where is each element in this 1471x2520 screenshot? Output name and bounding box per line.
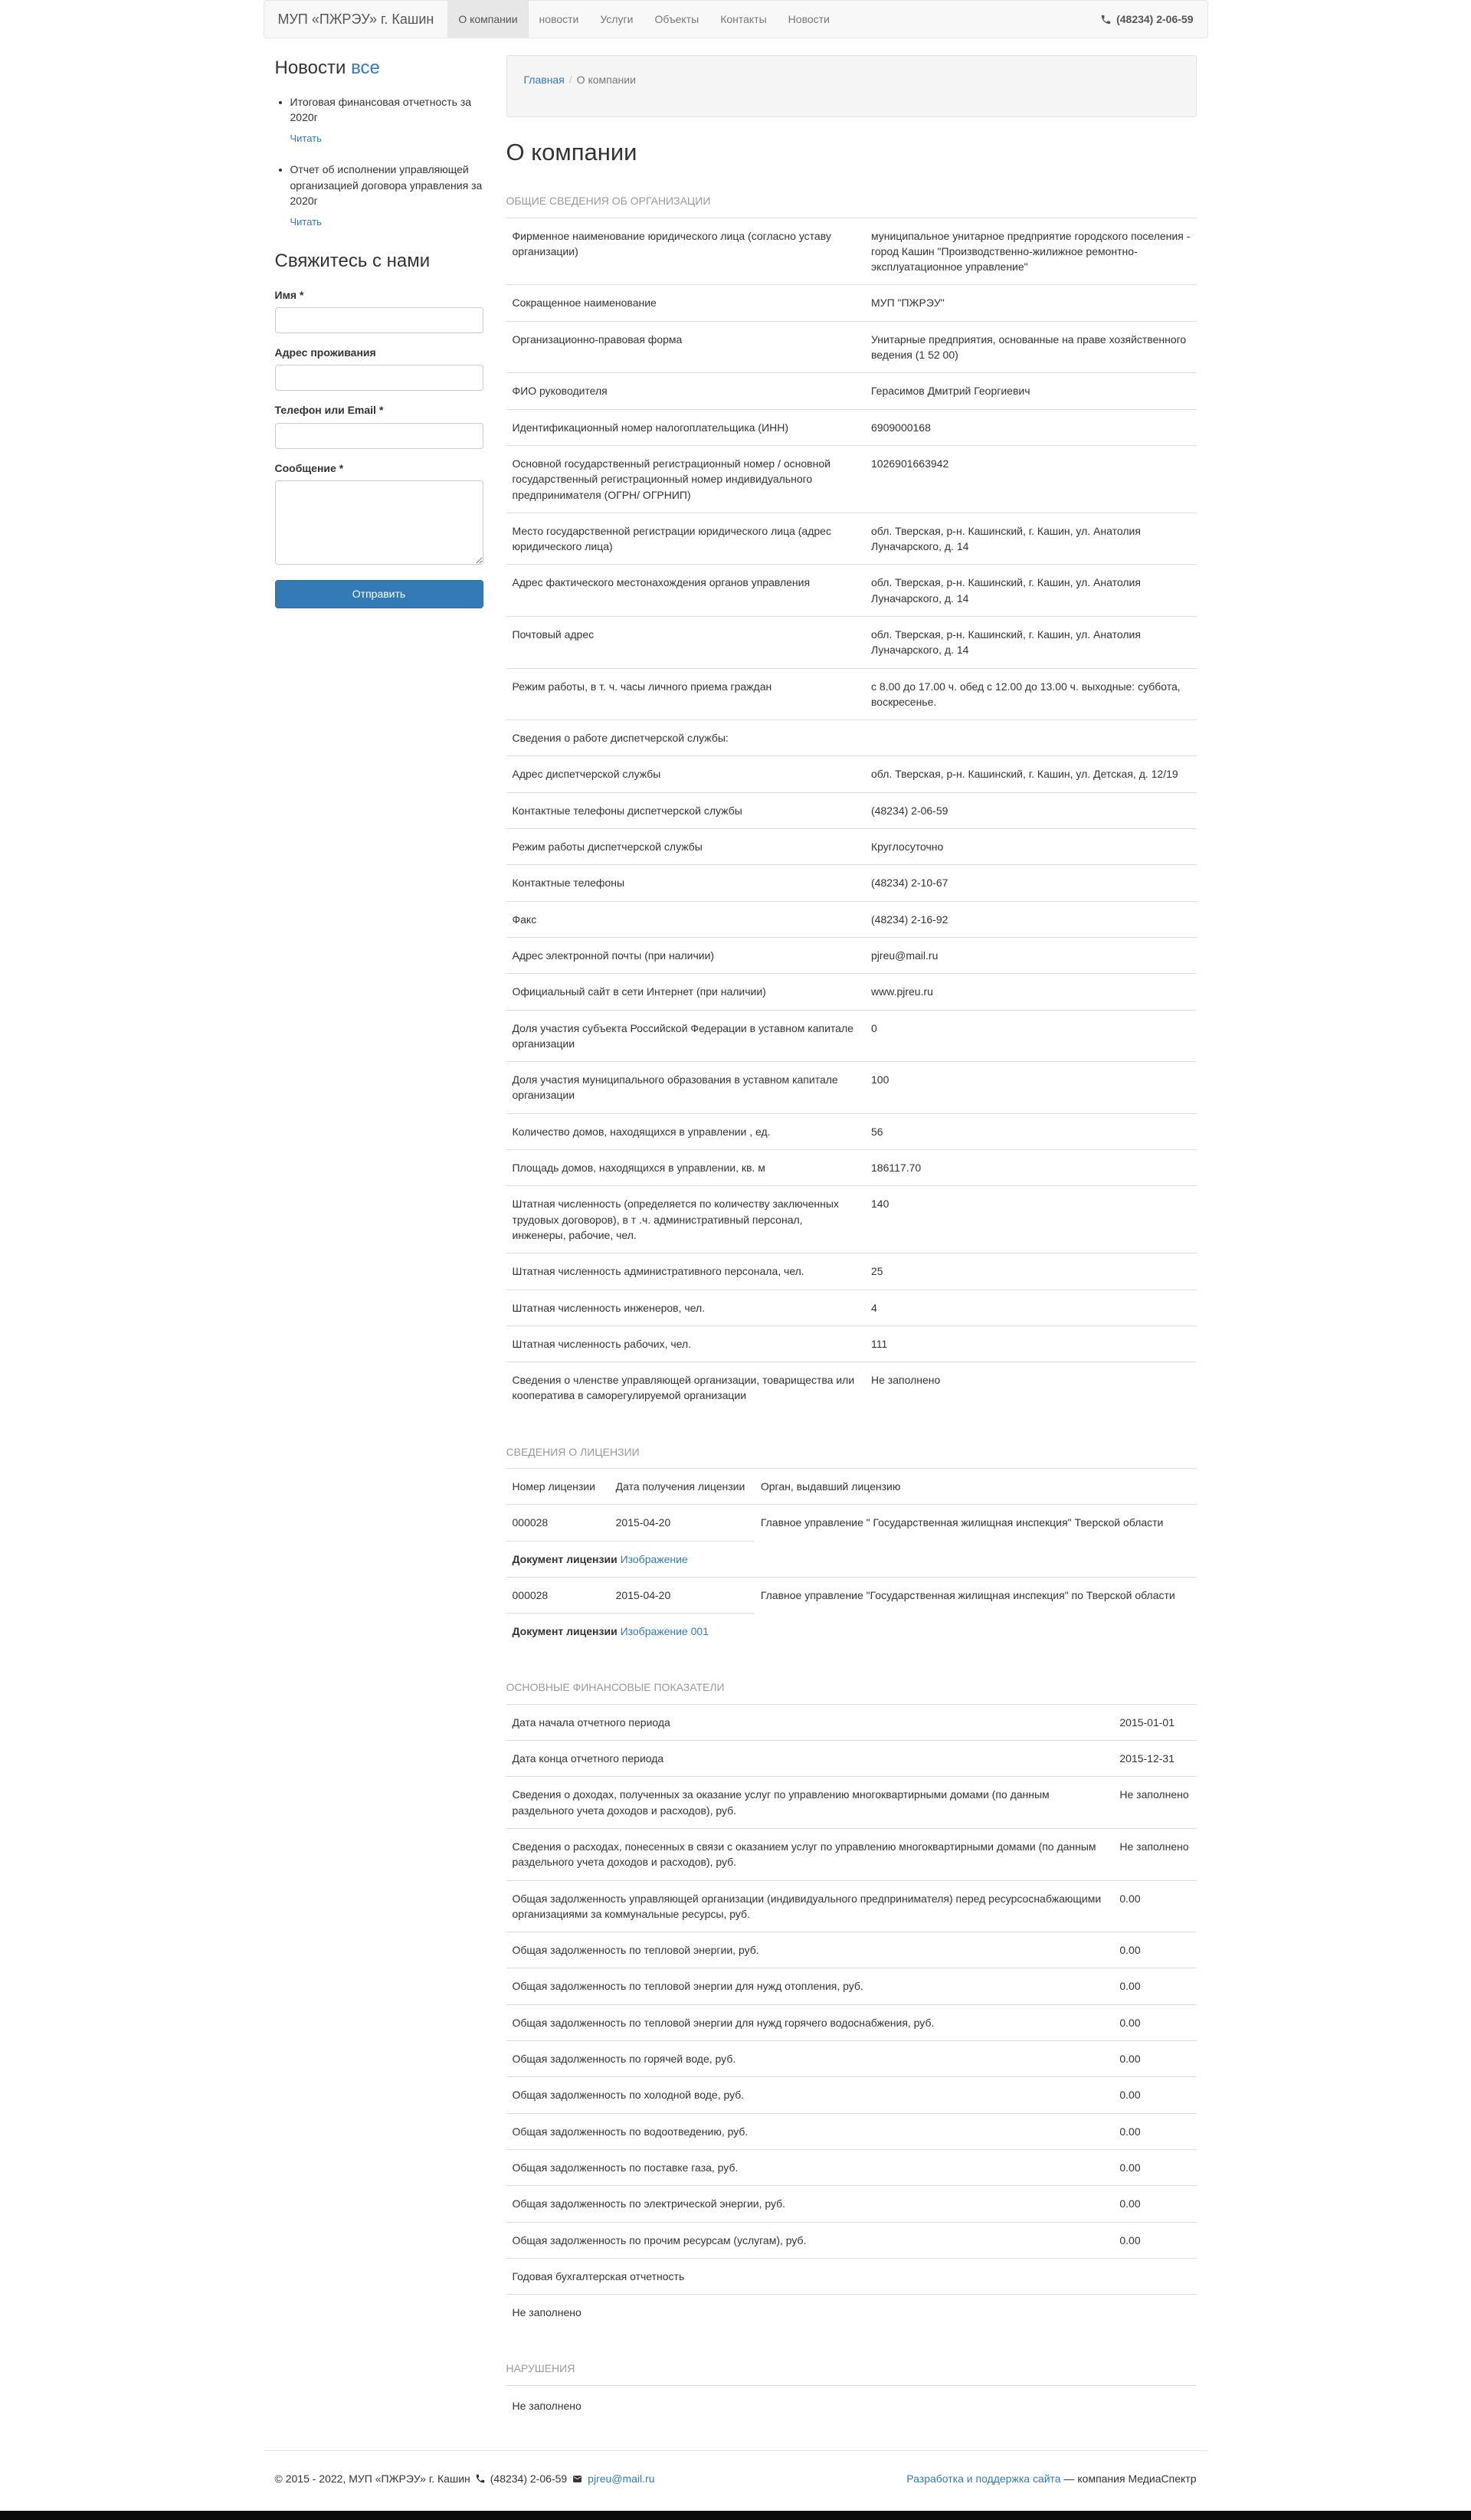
row-value: 1026901663942 bbox=[865, 445, 1196, 513]
row-value: 2015-12-31 bbox=[1113, 1741, 1196, 1777]
row-label: Сведения о расходах, понесенных в связи с оказанием услуг по управлению многоквартирными домами (по данным раздельного учета доходов и расходов), руб. bbox=[506, 1828, 1114, 1880]
row-label: Факс bbox=[506, 901, 866, 937]
license-doc-label: Документ лицензии bbox=[512, 1552, 621, 1565]
table-row bbox=[506, 865, 1197, 901]
license-table bbox=[506, 1469, 1197, 1649]
section-title-financial: ОСНОВНЫЕ ФИНАНСОВЫЕ ПОКАЗАТЕЛИ bbox=[506, 1679, 1197, 1704]
news-item-title: • Итоговая финансовая отчетность за 2020г bbox=[290, 95, 472, 124]
row-value: обл. Тверская, р-н. Кашинский, г. Кашин, ул. Анатолия Луначарского, д. 14 bbox=[865, 565, 1196, 617]
table-row bbox=[506, 321, 1197, 373]
row-value: с 8.00 до 17.00 ч. обед с 12.00 до 13.00 ч. выходные: суббота, воскресенье. bbox=[865, 668, 1196, 720]
footer-phone: (48234) 2-06-59 bbox=[490, 2472, 568, 2486]
table-row bbox=[506, 1062, 1197, 1114]
footer bbox=[264, 2450, 1208, 2509]
news-list-item bbox=[290, 162, 483, 244]
navbar-menu bbox=[447, 1, 840, 38]
row-label: Дата конца отчетного периода bbox=[506, 1741, 1114, 1777]
row-label: Организационно-правовая форма bbox=[506, 321, 866, 373]
row-value: муниципальное унитарное предприятие городского поселения - город Кашин "Производственно-жилижное ремонтно-эксплуатационное управление" bbox=[871, 229, 1191, 274]
row-label: Контактные телефоны диспетчерской службы bbox=[506, 792, 866, 828]
financial-empty-note: Не заполнено bbox=[506, 2295, 1197, 2331]
envelope-icon bbox=[572, 2474, 583, 2484]
news-heading-label: Новости bbox=[274, 57, 346, 78]
row-label: ФИО руководителя bbox=[506, 373, 866, 409]
row-label: Адрес электронной почты (при наличии) bbox=[506, 937, 866, 973]
row-value: 0 bbox=[865, 1010, 1196, 1062]
table-row bbox=[506, 829, 1197, 865]
table-row bbox=[506, 937, 1197, 973]
row-value: (48234) 2-16-92 bbox=[865, 901, 1196, 937]
nav-item-услуги[interactable]: Услуги bbox=[600, 13, 634, 25]
table-row bbox=[506, 1010, 1197, 1062]
row-label: Общая задолженность по тепловой энергии для нужд отопления, руб. bbox=[506, 1968, 1114, 2004]
license-number: 000028 bbox=[506, 1577, 610, 1613]
table-row bbox=[506, 1705, 1197, 1741]
table-row bbox=[506, 901, 1197, 937]
navbar-phone bbox=[1086, 1, 1207, 38]
row-value: (48234) 2-10-67 bbox=[865, 865, 1196, 901]
row-label: Штатная численность рабочих, чел. bbox=[506, 1326, 866, 1362]
license-number: 000028 bbox=[506, 1505, 610, 1541]
row-value: (48234) 2-06-59 bbox=[865, 792, 1196, 828]
row-value: 4 bbox=[865, 1289, 1196, 1326]
row-value: 0.00 bbox=[1113, 1932, 1196, 1968]
row-label: Общая задолженность по электрической энергии, руб. bbox=[506, 2186, 1114, 2222]
row-value: 0.00 bbox=[1113, 2186, 1196, 2222]
row-value: 0.00 bbox=[1113, 2041, 1196, 2077]
table-row bbox=[506, 373, 1197, 409]
phone-email-field[interactable] bbox=[275, 423, 483, 449]
table-row bbox=[506, 1326, 1197, 1362]
row-value: 0.00 bbox=[1113, 2113, 1196, 2149]
row-value: 0.00 bbox=[1113, 2004, 1196, 2040]
general-info-tbody bbox=[506, 218, 1197, 1414]
news-item-title: • Отчет об исполнении управляющей организацией договора управления за 2020г bbox=[290, 163, 483, 207]
footer-copyright: © 2015 - 2022, МУП «ПЖРЭУ» г. Кашин bbox=[274, 2472, 470, 2486]
table-row bbox=[506, 1362, 1197, 1414]
financial-tbody bbox=[506, 1705, 1197, 2331]
table-row bbox=[506, 1880, 1197, 1932]
row-label: Идентификационный номер налогоплательщика (ИНН) bbox=[506, 409, 866, 445]
row-label: Количество домов, находящихся в управлении , ед. bbox=[506, 1113, 866, 1149]
table-row bbox=[506, 1186, 1197, 1253]
phone-icon bbox=[1100, 14, 1112, 25]
row-label: Общая задолженность по поставке газа, руб. bbox=[506, 2149, 1114, 2185]
message-field[interactable] bbox=[275, 480, 483, 565]
row-value: 25 bbox=[865, 1253, 1196, 1289]
navbar bbox=[264, 0, 1208, 38]
news-heading bbox=[275, 55, 483, 82]
sidebar bbox=[264, 55, 495, 608]
news-read-link[interactable]: Читать bbox=[290, 133, 322, 145]
row-label: Адрес фактического местонахождения органов управления bbox=[506, 565, 866, 617]
table-row bbox=[506, 1828, 1197, 1880]
table-row bbox=[506, 2258, 1197, 2294]
row-label: Основной государственный регистрационный номер / основной государственный регистрационный номер индивидуального предпринимателя (ОГРН/ ОГРНИП) bbox=[506, 445, 866, 513]
general-info-table bbox=[506, 218, 1197, 1414]
table-row bbox=[506, 668, 1197, 720]
row-value: Герасимов Дмитрий Георгиевич bbox=[865, 373, 1196, 409]
row-value: 0.00 bbox=[1113, 2222, 1196, 2258]
table-row bbox=[506, 2149, 1197, 2185]
breadcrumb bbox=[524, 74, 636, 86]
row-value: Круглосуточно bbox=[865, 829, 1196, 865]
table-row bbox=[506, 756, 1197, 792]
section-title-violations: НАРУШЕНИЯ bbox=[506, 2361, 1197, 2385]
breadcrumb-panel bbox=[506, 55, 1197, 117]
row-value bbox=[1113, 2258, 1196, 2294]
footer-right bbox=[906, 2471, 1196, 2486]
license-authority: Главное управление " Государственная жилищная инспекция" Тверской области bbox=[755, 1505, 1197, 1578]
row-value: 0.00 bbox=[1113, 1880, 1196, 1932]
navbar-phone-number: (48234) 2-06-59 bbox=[1116, 12, 1194, 25]
row-value: 0.00 bbox=[1113, 1968, 1196, 2004]
row-value: 100 bbox=[865, 1062, 1196, 1114]
page-title: О компании bbox=[506, 139, 637, 166]
row-label: Доля участия субъекта Российской Федерации в уставном капитале организации bbox=[506, 1010, 866, 1062]
row-label: Сведения о доходах, полученных за оказание услуг по управлению многоквартирными домами (по данным раздельного учета доходов и расходов), руб. bbox=[506, 1777, 1114, 1829]
row-label: Почтовый адрес bbox=[506, 616, 866, 668]
main-content bbox=[495, 55, 1208, 2413]
license-header-row bbox=[506, 1469, 1197, 1505]
financial-table bbox=[506, 1705, 1197, 2331]
table-row bbox=[506, 616, 1197, 668]
news-read-link[interactable]: Читать bbox=[290, 216, 322, 228]
table-row bbox=[506, 1932, 1197, 1968]
developer-link[interactable]: Разработка и поддержка сайта bbox=[906, 2472, 1061, 2486]
row-label: Доля участия муниципального образования в уставном капитале организации bbox=[506, 1062, 866, 1114]
breadcrumb-current: О компании bbox=[576, 74, 636, 86]
breadcrumb-home-link[interactable]: Главная bbox=[523, 74, 565, 86]
news-list bbox=[275, 94, 483, 244]
row-value: Не заполнено bbox=[1113, 1777, 1196, 1829]
brand-link[interactable]: МУП «ПЖРЭУ» г. Кашин bbox=[277, 11, 434, 27]
row-value: 2015-01-01 bbox=[1119, 1716, 1175, 1729]
row-label: Годовая бухгалтерская отчетность bbox=[506, 2258, 1114, 2294]
row-label: Место государственной регистрации юридического лица (адрес юридического лица) bbox=[506, 513, 866, 565]
license-date: 2015-04-20 bbox=[610, 1505, 755, 1541]
nav-item-новости[interactable]: новости bbox=[539, 13, 579, 25]
row-value: 140 bbox=[865, 1186, 1196, 1253]
license-authority: Главное управление "Государственная жилищная инспекция" по Тверской области bbox=[755, 1577, 1197, 1649]
row-value: pjreu@mail.ru bbox=[865, 937, 1196, 973]
row-value: Унитарные предприятия, основанные на праве хозяйственного ведения (1 52 00) bbox=[865, 321, 1196, 373]
license-doc-link[interactable]: Изображение bbox=[620, 1552, 688, 1565]
row-label: Режим работы, в т. ч. часы личного приема граждан bbox=[506, 668, 866, 720]
row-label: Контактные телефоны bbox=[506, 865, 866, 901]
row-label: Официальный сайт в сети Интернет (при наличии) bbox=[506, 974, 866, 1010]
row-label: Адрес диспетчерской службы bbox=[506, 756, 866, 792]
row-value: 0.00 bbox=[1113, 2077, 1196, 2113]
table-row bbox=[506, 1777, 1197, 1829]
breadcrumb-separator: / bbox=[568, 74, 572, 86]
table-row bbox=[506, 218, 1197, 285]
row-label: Дата начала отчетного периода bbox=[512, 1716, 670, 1729]
row-value: 111 bbox=[865, 1326, 1196, 1362]
row-value: Не заполнено bbox=[865, 1362, 1196, 1414]
name-label: Имя * bbox=[274, 288, 304, 301]
row-label: Площадь домов, находящихся в управлении, кв. м bbox=[506, 1150, 866, 1186]
violations-note: Не заполнено bbox=[512, 2399, 582, 2412]
table-row bbox=[506, 2113, 1197, 2149]
license-column-header: Орган, выдавший лицензию bbox=[760, 1480, 901, 1493]
row-value bbox=[865, 720, 1196, 756]
row-label: Сокращенное наименование bbox=[506, 285, 866, 321]
row-label: Штатная численность (определяется по количеству заключенных трудовых договоров), в т .ч. административный персонал, инженеры, рабочие, чел. bbox=[506, 1186, 866, 1253]
news-list-item bbox=[290, 94, 483, 160]
row-label: Штатная численность инженеров, чел. bbox=[506, 1289, 866, 1326]
license-date: 2015-04-20 bbox=[610, 1577, 755, 1613]
footer-email-link[interactable]: pjreu@mail.ru bbox=[588, 2472, 655, 2486]
row-value: 6909000168 bbox=[865, 409, 1196, 445]
row-label: Общая задолженность по тепловой энергии для нужд горячего водоснабжения, руб. bbox=[506, 2004, 1114, 2040]
table-row bbox=[506, 974, 1197, 1010]
table-row bbox=[506, 565, 1197, 617]
table-row bbox=[506, 513, 1197, 565]
nav-item-объекты[interactable]: Объекты bbox=[654, 13, 699, 25]
row-value: 56 bbox=[865, 1113, 1196, 1149]
table-row bbox=[506, 445, 1197, 513]
table-row bbox=[506, 2295, 1197, 2331]
table-row bbox=[506, 1741, 1197, 1777]
phone-icon bbox=[475, 2473, 486, 2484]
row-label: Общая задолженность управляющей организации (индивидуального предпринимателя) перед ресурсоснабжающими организациями за коммунальные ресурсы, руб. bbox=[506, 1880, 1114, 1932]
row-label: Режим работы диспетчерской службы bbox=[506, 829, 866, 865]
table-row bbox=[506, 1289, 1197, 1326]
row-value: обл. Тверская, р-н. Кашинский, г. Кашин, ул. Анатолия Луначарского, д. 14 bbox=[865, 513, 1196, 565]
license-tbody bbox=[506, 1469, 1197, 1649]
license-column-header: Дата получения лицензии bbox=[615, 1480, 745, 1493]
license-doc-cell bbox=[506, 1614, 755, 1650]
address-field[interactable] bbox=[275, 365, 483, 391]
row-value: Не заполнено bbox=[1113, 1828, 1196, 1880]
table-row bbox=[506, 1150, 1197, 1186]
table-row bbox=[506, 2186, 1197, 2222]
table-row bbox=[506, 1968, 1197, 2004]
contact-heading: Свяжитесь с нами bbox=[274, 250, 431, 271]
license-doc-link[interactable]: Изображение 001 bbox=[620, 1625, 709, 1638]
bottom-black-bar bbox=[0, 2511, 1471, 2520]
nav-item-новости[interactable]: Новости bbox=[788, 13, 830, 25]
address-label: Адрес проживания bbox=[274, 346, 376, 359]
row-value: обл. Тверская, р-н. Кашинский, г. Кашин, ул. Детская, д. 12/19 bbox=[865, 756, 1196, 792]
table-row bbox=[506, 720, 1197, 756]
row-value: www.pjreu.ru bbox=[865, 974, 1196, 1010]
row-label: Общая задолженность по горячей воде, руб. bbox=[506, 2041, 1114, 2077]
section-title-general: ОБЩИЕ СВЕДЕНИЯ ОБ ОРГАНИЗАЦИИ bbox=[506, 193, 1197, 218]
developer-suffix: — компания МедиаСпектр bbox=[1063, 2472, 1197, 2486]
row-value: 186117.70 bbox=[865, 1150, 1196, 1186]
table-row bbox=[506, 285, 1197, 321]
table-row bbox=[506, 2004, 1197, 2040]
license-doc-label: Документ лицензии bbox=[512, 1625, 621, 1638]
license-row bbox=[506, 1577, 1197, 1613]
table-row bbox=[506, 2041, 1197, 2077]
license-column-header: Номер лицензии bbox=[512, 1480, 595, 1493]
news-all-link[interactable]: все bbox=[351, 57, 380, 78]
row-label: Общая задолженность по холодной воде, руб. bbox=[506, 2077, 1114, 2113]
table-row bbox=[506, 792, 1197, 828]
section-title-license: СВЕДЕНИЯ О ЛИЦЕНЗИИ bbox=[506, 1444, 1197, 1469]
footer-left bbox=[275, 2471, 655, 2486]
row-label: Общая задолженность по тепловой энергии, руб. bbox=[506, 1932, 1114, 1968]
table-row bbox=[506, 1253, 1197, 1289]
row-value: 0.00 bbox=[1113, 2149, 1196, 2185]
license-doc-cell bbox=[506, 1541, 755, 1577]
row-value: МУП "ПЖРЭУ" bbox=[865, 285, 1196, 321]
table-row bbox=[506, 409, 1197, 445]
name-field[interactable] bbox=[275, 307, 483, 333]
row-label: Фирменное наименование юридического лица (согласно уставу организации) bbox=[512, 229, 831, 257]
row-label: Сведения о работе диспетчерской службы: bbox=[506, 720, 866, 756]
row-label: Штатная численность административного персонала, чел. bbox=[506, 1253, 866, 1289]
table-row bbox=[506, 2077, 1197, 2113]
row-value: обл. Тверская, р-н. Кашинский, г. Кашин, ул. Анатолия Луначарского, д. 14 bbox=[865, 616, 1196, 668]
row-label: Сведения о членстве управляющей организации, товарищества или кооператива в саморегулируемой организации bbox=[506, 1362, 866, 1414]
submit-button[interactable]: Отправить bbox=[275, 580, 483, 608]
nav-item-о-компании[interactable]: О компании bbox=[447, 1, 528, 38]
phone-email-label: Телефон или Email * bbox=[274, 404, 384, 417]
nav-item-контакты[interactable]: Контакты bbox=[720, 13, 767, 25]
table-row bbox=[506, 2222, 1197, 2258]
row-label: Общая задолженность по прочим ресурсам (услугам), руб. bbox=[506, 2222, 1114, 2258]
page-container bbox=[264, 0, 1208, 2509]
license-row bbox=[506, 1505, 1197, 1541]
contact-form bbox=[275, 287, 483, 608]
message-label: Сообщение * bbox=[274, 461, 344, 474]
table-row bbox=[506, 1113, 1197, 1149]
row-label: Общая задолженность по водоотведению, руб. bbox=[506, 2113, 1114, 2149]
